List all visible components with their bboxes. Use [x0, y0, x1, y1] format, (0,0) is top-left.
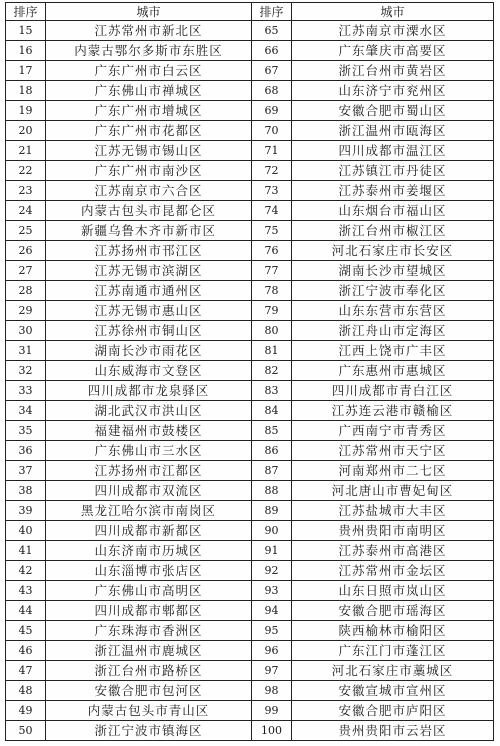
- rank-cell-left: 25: [6, 221, 46, 241]
- rank-cell-right: 85: [252, 421, 292, 441]
- rank-cell-left: 30: [6, 321, 46, 341]
- header-city-left: 城市: [46, 3, 252, 21]
- rank-cell-left: 28: [6, 281, 46, 301]
- rank-cell-right: 100: [252, 721, 292, 741]
- rank-cell-right: 98: [252, 681, 292, 701]
- city-cell-left: 江苏无锡市滨湖区: [46, 261, 252, 281]
- rank-cell-right: 76: [252, 241, 292, 261]
- table-header: [6, 3, 494, 21]
- city-cell-left: 江苏无锡市惠山区: [46, 301, 252, 321]
- rank-cell-left: 48: [6, 681, 46, 701]
- rank-cell-right: 87: [252, 461, 292, 481]
- rank-cell-left: 37: [6, 461, 46, 481]
- rank-cell-left: 36: [6, 441, 46, 461]
- city-cell-right: 贵州贵阳市云岩区: [292, 721, 494, 741]
- rank-cell-right: 96: [252, 641, 292, 661]
- rank-cell-left: 40: [6, 521, 46, 541]
- city-cell-left: 四川成都市双流区: [46, 481, 252, 501]
- table-row: [6, 601, 494, 621]
- city-cell-left: 江苏常州市新北区: [46, 21, 252, 41]
- rank-cell-left: 50: [6, 721, 46, 741]
- rank-cell-right: 89: [252, 501, 292, 521]
- table-row: [6, 341, 494, 361]
- table-row: [6, 321, 494, 341]
- rank-cell-right: 94: [252, 601, 292, 621]
- table-row: [6, 41, 494, 61]
- city-cell-right: 江苏镇江市丹徒区: [292, 161, 494, 181]
- table-row: [6, 361, 494, 381]
- rank-cell-left: 27: [6, 261, 46, 281]
- city-cell-right: 广西南宁市青秀区: [292, 421, 494, 441]
- table-row: [6, 261, 494, 281]
- city-cell-right: 广东惠州市惠城区: [292, 361, 494, 381]
- city-cell-right: 江苏泰州市姜堰区: [292, 181, 494, 201]
- table-row: [6, 141, 494, 161]
- city-cell-right: 安徽宣城市宣州区: [292, 681, 494, 701]
- city-cell-right: 陕西榆林市榆阳区: [292, 621, 494, 641]
- rank-cell-left: 19: [6, 101, 46, 121]
- table-row: [6, 161, 494, 181]
- city-cell-left: 江苏扬州市邗江区: [46, 241, 252, 261]
- city-cell-left: 广东广州市增城区: [46, 101, 252, 121]
- city-cell-left: 湖南长沙市雨花区: [46, 341, 252, 361]
- table-row: [6, 641, 494, 661]
- city-cell-left: 山东威海市文登区: [46, 361, 252, 381]
- rank-cell-left: 42: [6, 561, 46, 581]
- table-row: [6, 441, 494, 461]
- header-rank-right: 排序: [252, 3, 292, 21]
- city-cell-left: 四川成都市郫都区: [46, 601, 252, 621]
- city-cell-right: 江苏盐城市大丰区: [292, 501, 494, 521]
- table-row: [6, 541, 494, 561]
- table-row: [6, 381, 494, 401]
- rank-cell-right: 91: [252, 541, 292, 561]
- rank-cell-left: 44: [6, 601, 46, 621]
- city-cell-right: 四川成都市青白江区: [292, 381, 494, 401]
- city-cell-right: 山东济宁市兖州区: [292, 81, 494, 101]
- rank-cell-left: 39: [6, 501, 46, 521]
- city-cell-left: 江苏徐州市铜山区: [46, 321, 252, 341]
- rank-cell-left: 21: [6, 141, 46, 161]
- table-row: [6, 461, 494, 481]
- city-cell-left: 江苏扬州市江都区: [46, 461, 252, 481]
- city-cell-left: 黑龙江哈尔滨市南岗区: [46, 501, 252, 521]
- rank-cell-left: 15: [6, 21, 46, 41]
- city-cell-right: 安徽合肥市蜀山区: [292, 101, 494, 121]
- rank-cell-right: 65: [252, 21, 292, 41]
- rank-cell-left: 33: [6, 381, 46, 401]
- city-cell-right: 浙江宁波市奉化区: [292, 281, 494, 301]
- city-cell-left: 广东佛山市高明区: [46, 581, 252, 601]
- table-row: [6, 681, 494, 701]
- rank-cell-left: 17: [6, 61, 46, 81]
- rank-cell-left: 49: [6, 701, 46, 721]
- rank-cell-right: 75: [252, 221, 292, 241]
- city-cell-right: 贵州贵阳市南明区: [292, 521, 494, 541]
- rank-cell-left: 38: [6, 481, 46, 501]
- table-row: [6, 581, 494, 601]
- city-cell-left: 江苏南京市六合区: [46, 181, 252, 201]
- city-cell-right: 山东日照市岚山区: [292, 581, 494, 601]
- city-cell-right: 广东肇庆市高要区: [292, 41, 494, 61]
- rank-cell-left: 29: [6, 301, 46, 321]
- rank-cell-right: 97: [252, 661, 292, 681]
- header-row: [6, 3, 494, 21]
- rank-cell-right: 80: [252, 321, 292, 341]
- city-cell-right: 四川成都市温江区: [292, 141, 494, 161]
- rank-cell-right: 71: [252, 141, 292, 161]
- rank-cell-left: 34: [6, 401, 46, 421]
- table-row: [6, 421, 494, 441]
- city-cell-left: 江苏无锡市锡山区: [46, 141, 252, 161]
- city-ranking-table: [5, 2, 494, 741]
- city-cell-right: 河南郑州市二七区: [292, 461, 494, 481]
- city-cell-right: 浙江台州市黄岩区: [292, 61, 494, 81]
- rank-cell-left: 18: [6, 81, 46, 101]
- table-row: [6, 521, 494, 541]
- table-row: [6, 701, 494, 721]
- rank-cell-right: 77: [252, 261, 292, 281]
- rank-cell-right: 69: [252, 101, 292, 121]
- rank-cell-right: 92: [252, 561, 292, 581]
- table-row: [6, 401, 494, 421]
- city-cell-left: 湖北武汉市洪山区: [46, 401, 252, 421]
- city-cell-right: 浙江舟山市定海区: [292, 321, 494, 341]
- table-row: [6, 561, 494, 581]
- city-cell-left: 福建福州市鼓楼区: [46, 421, 252, 441]
- city-cell-right: 江苏常州市金坛区: [292, 561, 494, 581]
- city-cell-left: 内蒙古鄂尔多斯市东胜区: [46, 41, 252, 61]
- rank-cell-right: 82: [252, 361, 292, 381]
- city-cell-right: 安徽合肥市瑶海区: [292, 601, 494, 621]
- rank-cell-right: 72: [252, 161, 292, 181]
- rank-cell-right: 79: [252, 301, 292, 321]
- city-cell-left: 四川成都市龙泉驿区: [46, 381, 252, 401]
- rank-cell-right: 93: [252, 581, 292, 601]
- rank-cell-right: 88: [252, 481, 292, 501]
- rank-cell-left: 23: [6, 181, 46, 201]
- rank-cell-left: 43: [6, 581, 46, 601]
- city-cell-left: 浙江温州市鹿城区: [46, 641, 252, 661]
- table-row: [6, 61, 494, 81]
- table-row: [6, 481, 494, 501]
- rank-cell-right: 74: [252, 201, 292, 221]
- rank-cell-right: 73: [252, 181, 292, 201]
- city-cell-right: 江苏连云港市赣榆区: [292, 401, 494, 421]
- city-cell-right: 河北石家庄市藁城区: [292, 661, 494, 681]
- city-cell-right: 浙江温州市瓯海区: [292, 121, 494, 141]
- city-cell-right: 浙江台州市椒江区: [292, 221, 494, 241]
- city-cell-left: 内蒙古包头市青山区: [46, 701, 252, 721]
- rank-cell-left: 35: [6, 421, 46, 441]
- rank-cell-right: 95: [252, 621, 292, 641]
- table-body: [6, 21, 494, 741]
- table-row: [6, 661, 494, 681]
- table-row: [6, 221, 494, 241]
- rank-cell-right: 70: [252, 121, 292, 141]
- rank-cell-right: 99: [252, 701, 292, 721]
- city-cell-right: 广东江门市蓬江区: [292, 641, 494, 661]
- city-cell-left: 新疆乌鲁木齐市新市区: [46, 221, 252, 241]
- city-cell-right: 江苏常州市天宁区: [292, 441, 494, 461]
- header-city-right: 城市: [292, 3, 494, 21]
- city-cell-right: 山东东营市东营区: [292, 301, 494, 321]
- city-cell-left: 广东广州市南沙区: [46, 161, 252, 181]
- city-cell-left: 广东佛山市禅城区: [46, 81, 252, 101]
- table-row: [6, 621, 494, 641]
- table-row: [6, 301, 494, 321]
- city-cell-right: 安徽合肥市庐阳区: [292, 701, 494, 721]
- rank-cell-left: 47: [6, 661, 46, 681]
- rank-cell-right: 66: [252, 41, 292, 61]
- city-cell-left: 山东淄博市张店区: [46, 561, 252, 581]
- rank-cell-right: 90: [252, 521, 292, 541]
- city-cell-left: 广东珠海市香洲区: [46, 621, 252, 641]
- rank-cell-left: 31: [6, 341, 46, 361]
- city-cell-right: 山东烟台市福山区: [292, 201, 494, 221]
- city-cell-left: 广东佛山市三水区: [46, 441, 252, 461]
- rank-cell-right: 86: [252, 441, 292, 461]
- city-cell-left: 广东广州市白云区: [46, 61, 252, 81]
- city-cell-left: 山东济南市历城区: [46, 541, 252, 561]
- city-cell-left: 江苏南通市通州区: [46, 281, 252, 301]
- table-row: [6, 21, 494, 41]
- city-cell-right: 江苏泰州市高港区: [292, 541, 494, 561]
- header-rank-left: 排序: [6, 3, 46, 21]
- city-cell-left: 浙江台州市路桥区: [46, 661, 252, 681]
- rank-cell-right: 81: [252, 341, 292, 361]
- city-cell-left: 浙江宁波市镇海区: [46, 721, 252, 741]
- rank-cell-left: 22: [6, 161, 46, 181]
- table-row: [6, 81, 494, 101]
- table-row: [6, 121, 494, 141]
- city-cell-left: 四川成都市新都区: [46, 521, 252, 541]
- table-row: [6, 101, 494, 121]
- rank-cell-left: 45: [6, 621, 46, 641]
- city-cell-left: 安徽合肥市包河区: [46, 681, 252, 701]
- rank-cell-left: 20: [6, 121, 46, 141]
- rank-cell-left: 26: [6, 241, 46, 261]
- city-cell-right: 河北石家庄市长安区: [292, 241, 494, 261]
- city-cell-right: 江苏南京市溧水区: [292, 21, 494, 41]
- table-row: [6, 721, 494, 741]
- rank-cell-right: 78: [252, 281, 292, 301]
- rank-cell-right: 84: [252, 401, 292, 421]
- table-row: [6, 241, 494, 261]
- rank-cell-left: 41: [6, 541, 46, 561]
- rank-cell-left: 32: [6, 361, 46, 381]
- rank-cell-right: 83: [252, 381, 292, 401]
- rank-cell-right: 68: [252, 81, 292, 101]
- table-row: [6, 281, 494, 301]
- rank-cell-left: 24: [6, 201, 46, 221]
- table-row: [6, 181, 494, 201]
- city-cell-right: 河北唐山市曹妃甸区: [292, 481, 494, 501]
- table-row: [6, 501, 494, 521]
- city-cell-right: 江西上饶市广丰区: [292, 341, 494, 361]
- city-cell-right: 湖南长沙市望城区: [292, 261, 494, 281]
- city-cell-left: 广东广州市花都区: [46, 121, 252, 141]
- rank-cell-left: 16: [6, 41, 46, 61]
- table-row: [6, 201, 494, 221]
- rank-cell-left: 46: [6, 641, 46, 661]
- rank-cell-right: 67: [252, 61, 292, 81]
- city-cell-left: 内蒙古包头市昆都仑区: [46, 201, 252, 221]
